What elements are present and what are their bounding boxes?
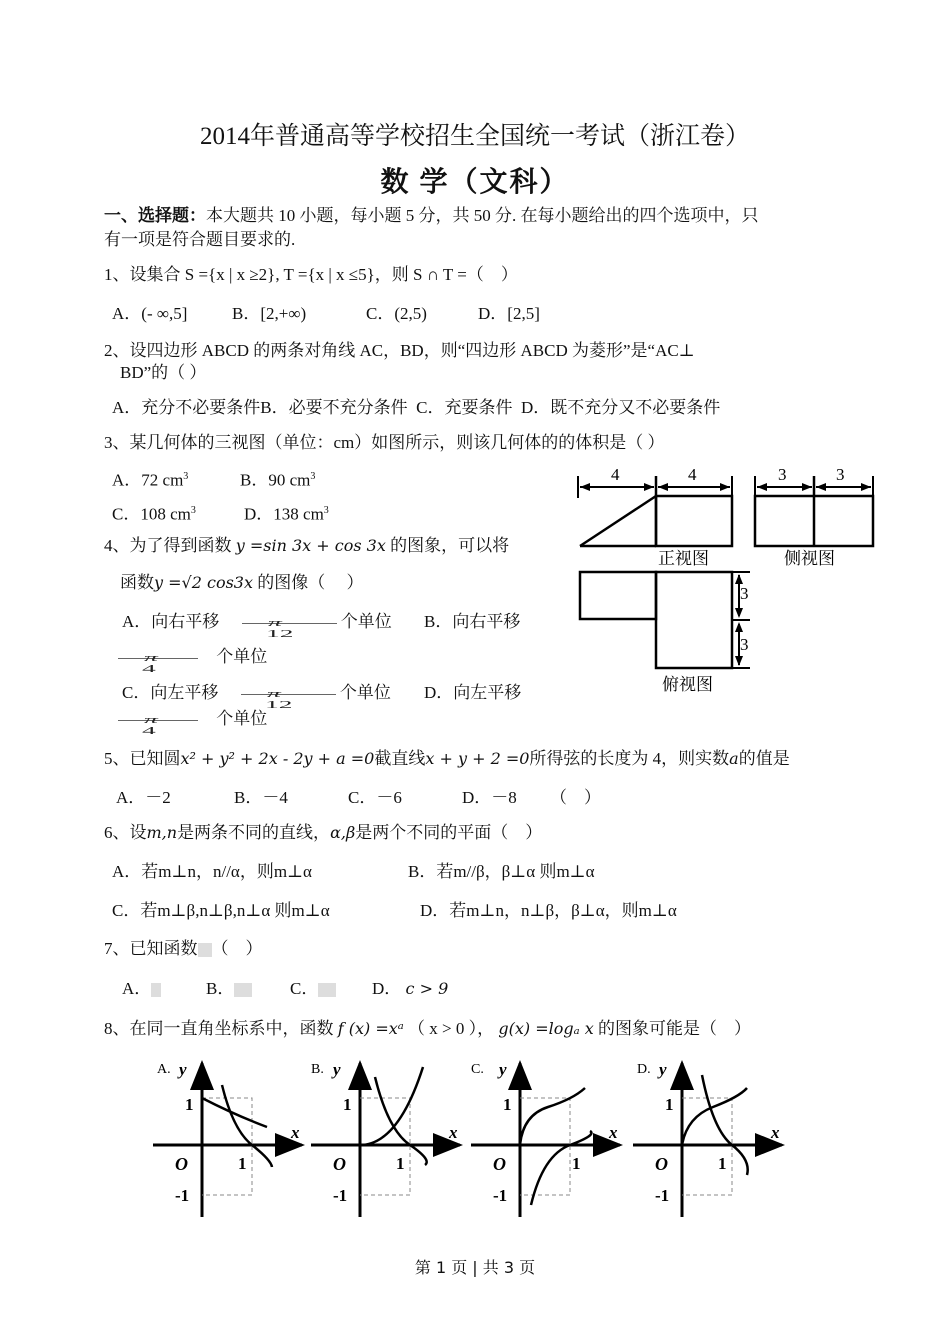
svg-text:x: x bbox=[291, 1123, 300, 1142]
svg-text:1: 1 bbox=[503, 1095, 512, 1114]
exam-title: 2014年普通高等学校招生全国统一考试（浙江卷） bbox=[199, 123, 750, 150]
question-4-option-d: π 4 个单位 bbox=[118, 708, 267, 731]
svg-text:D.: D. bbox=[637, 1062, 651, 1077]
question-1-option-d: D．[2,5] bbox=[478, 304, 540, 323]
dim-top-upper: 3 bbox=[740, 584, 749, 603]
question-5-option-b: B．－4 bbox=[234, 788, 288, 807]
question-8-stem: 8、在同一直角坐标系中，函数 f (x) =xᵃ （ x > 0 ）， g(x) =logₐ x 的图象可能是（ ） bbox=[104, 1019, 751, 1038]
fraction-pi-over-4: π 4 bbox=[118, 647, 198, 669]
fraction-pi-over-4: π 4 bbox=[118, 709, 198, 731]
question-6-option-b: B．若m//β，β⊥α 则m⊥α bbox=[408, 862, 595, 881]
svg-text:1: 1 bbox=[396, 1154, 405, 1173]
question-4-stem-line2: 函数y =√2 cos3x 的图像（ ） bbox=[120, 573, 364, 592]
question-7-option-c: C． bbox=[290, 978, 336, 1000]
question-2-stem-line2: BD”的（ ） bbox=[120, 363, 207, 382]
question-1-option-c: C．(2,5) bbox=[366, 304, 427, 323]
svg-text:O: O bbox=[175, 1154, 188, 1174]
svg-text:y: y bbox=[179, 1060, 187, 1079]
side-view-label: 侧视图 bbox=[784, 549, 835, 568]
svg-text:1: 1 bbox=[665, 1095, 674, 1114]
question-4-option-c: C．向左平移 π 12 个单位 bbox=[122, 683, 391, 712]
formula-image-placeholder bbox=[234, 983, 252, 997]
question-7-option-d: D． c > 9 bbox=[372, 979, 449, 998]
question-1-option-b: B．[2,+∞) bbox=[232, 304, 307, 323]
svg-text:x: x bbox=[609, 1123, 618, 1142]
question-2-stem-line1: 2、设四边形 ABCD 的两条对角线 AC，BD，则“四边形 ABCD 为菱形”是“AC⊥ bbox=[104, 341, 695, 360]
three-view-figure bbox=[570, 458, 890, 703]
graph-c bbox=[471, 1060, 620, 1217]
question-7-stem: 7、已知函数 （ ） bbox=[104, 939, 263, 958]
svg-text:O: O bbox=[493, 1154, 506, 1174]
svg-text:x: x bbox=[771, 1123, 780, 1142]
graph-a bbox=[153, 1060, 302, 1217]
question-3-option-d: D．138 $cm^3$ bbox=[244, 504, 329, 524]
dim-front-right: 4 bbox=[688, 465, 697, 484]
svg-text:O: O bbox=[655, 1154, 668, 1174]
question-1-stem: 1、设集合 S ={x | x ≥2}, T ={x | x ≤5}，则 S ∩ T =（ ） bbox=[104, 265, 518, 284]
question-5-stem: 5、已知圆x² + y² + 2x - 2y + a =0截直线x + y + 2 =0所得弦的长度为 4，则实数a的值是 bbox=[104, 749, 790, 768]
section-intro-line2: 有一项是符合题目要求的. bbox=[104, 230, 296, 249]
formula-image-placeholder bbox=[198, 943, 212, 957]
question-4-option-d-label: D．向左平移 bbox=[424, 683, 522, 702]
svg-text:B.: B. bbox=[311, 1062, 324, 1077]
svg-text:1: 1 bbox=[185, 1095, 194, 1114]
top-view-label: 俯视图 bbox=[662, 675, 713, 694]
question-7-option-a: A． bbox=[122, 978, 161, 1000]
svg-text:1: 1 bbox=[238, 1154, 247, 1173]
svg-text:y: y bbox=[499, 1060, 507, 1079]
dim-front-left: 4 bbox=[611, 465, 620, 484]
dim-top-lower: 3 bbox=[740, 635, 749, 654]
svg-text:1: 1 bbox=[343, 1095, 352, 1114]
svg-text:1: 1 bbox=[718, 1154, 727, 1173]
exam-subtitle: 数 学（文科） bbox=[380, 167, 570, 198]
graph-b bbox=[311, 1060, 460, 1217]
question-5-option-c: C．－6 bbox=[348, 788, 402, 807]
svg-text:A.: A. bbox=[157, 1062, 171, 1077]
graph-d bbox=[633, 1060, 782, 1217]
svg-text:-1: -1 bbox=[175, 1186, 190, 1205]
fraction-pi-over-12: π 12 bbox=[241, 683, 336, 705]
svg-text:C.: C. bbox=[471, 1062, 484, 1077]
svg-text:x: x bbox=[449, 1123, 458, 1142]
formula-image-placeholder bbox=[318, 983, 336, 997]
question-3-option-b: B．90 $cm^3$ bbox=[240, 470, 316, 490]
question-1-option-a: A．(- ∞,5] bbox=[112, 304, 188, 323]
question-4-option-b: π 4 个单位 bbox=[118, 646, 267, 669]
question-6-option-a: A．若m⊥n，n//α，则m⊥α bbox=[112, 862, 312, 881]
question-4-option-b-label: B．向右平移 bbox=[424, 612, 521, 631]
page-number: 第 1 页 | 共 3 页 bbox=[414, 1258, 536, 1277]
section-label: 一、选择题： bbox=[104, 206, 206, 225]
question-6-option-d: D．若m⊥n，n⊥β，β⊥α，则m⊥α bbox=[420, 901, 677, 920]
question-3-option-a: A．72 $cm^3$ bbox=[112, 470, 189, 490]
question-3-stem: 3、某几何体的三视图（单位：cm）如图所示，则该几何体的的体积是（ ） bbox=[104, 433, 665, 452]
svg-text:y: y bbox=[333, 1060, 341, 1079]
fraction-pi-over-12: π 12 bbox=[242, 612, 337, 634]
svg-text:y: y bbox=[659, 1060, 667, 1079]
question-6-stem: 6、设m,n是两条不同的直线，α,β是两个不同的平面（ ） bbox=[104, 823, 543, 842]
question-4-option-a: A．向右平移 π 12 个单位 bbox=[122, 612, 392, 641]
question-3-option-c: C．108 $cm^3$ bbox=[112, 504, 196, 524]
svg-text:1: 1 bbox=[572, 1154, 581, 1173]
formula-image-placeholder bbox=[151, 983, 161, 997]
svg-text:-1: -1 bbox=[333, 1186, 348, 1205]
question-4-stem-line1: 4、为了得到函数 y =sin 3x + cos 3x 的图象，可以将 bbox=[104, 536, 510, 555]
question-6-option-c: C．若m⊥β,n⊥β,n⊥α 则m⊥α bbox=[112, 901, 330, 920]
dim-side-left: 3 bbox=[778, 465, 787, 484]
question-7-option-b: B． bbox=[206, 978, 252, 1000]
svg-text:O: O bbox=[333, 1154, 346, 1174]
question-5-option-d: D．－8 bbox=[462, 788, 517, 807]
section-intro-line1: 一、选择题：本大题共 10 小题，每小题 5 分，共 50 分. 在每小题给出的四个选项中，只 bbox=[104, 206, 759, 225]
question-5-option-a: A．－2 bbox=[116, 788, 171, 807]
question-2-options: A．充分不必要条件B．必要不充分条件 C．充要条件 D．既不充分又不必要条件 bbox=[112, 398, 721, 417]
front-view-label: 正视图 bbox=[658, 549, 709, 568]
dim-side-right: 3 bbox=[836, 465, 845, 484]
question-5-answer-blank: （ ） bbox=[550, 788, 601, 807]
svg-text:-1: -1 bbox=[655, 1186, 670, 1205]
svg-text:-1: -1 bbox=[493, 1186, 508, 1205]
question-8-graphs bbox=[145, 1055, 805, 1225]
